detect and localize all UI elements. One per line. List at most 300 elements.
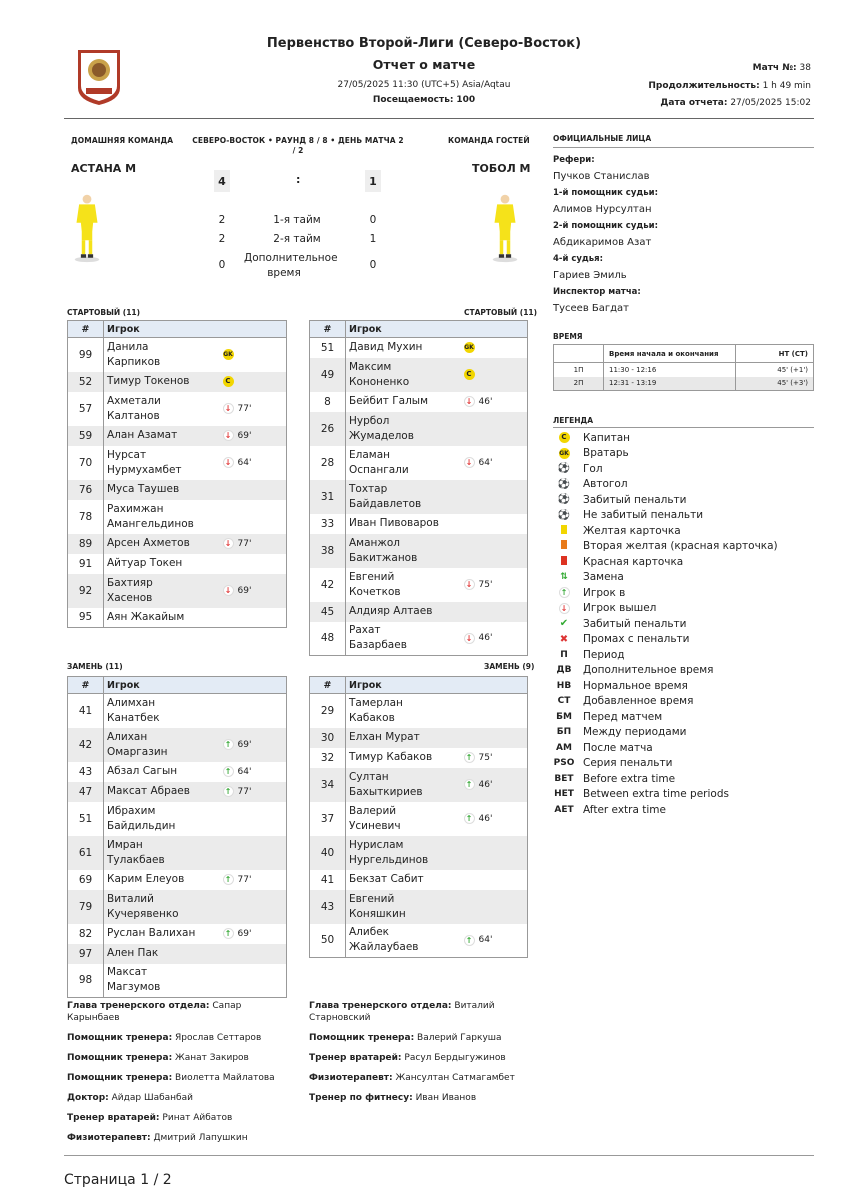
player-in-icon: ↑ <box>223 766 234 777</box>
player-name: Максим Кононенко <box>349 360 410 388</box>
staff-name: Ярослав Сеттаров <box>175 1033 262 1043</box>
player-name: Виталий Кучерявенко <box>107 892 179 920</box>
legend-item <box>553 663 814 679</box>
yellow-card-icon <box>553 525 575 537</box>
player-name: Карим Елеуов <box>107 873 185 885</box>
legend-text: Автогол <box>583 478 628 491</box>
sub-minute: 64' <box>478 457 493 468</box>
official-name: Алимов Нурсултан <box>553 204 652 215</box>
player-in-icon: ↑ <box>223 786 234 797</box>
match-datetime: 27/05/2025 11:30 (UTC+5) Asia/Aqtau <box>337 80 511 90</box>
staff-entry <box>309 1052 524 1064</box>
player-row <box>310 338 528 358</box>
player-name: Ахметали Калтанов <box>107 394 161 422</box>
player-row <box>68 500 287 534</box>
player-name: Елхан Мурат <box>349 731 420 743</box>
player-name: Алимхан Канатбек <box>107 696 160 724</box>
time-col-header: Время начала и окончания <box>604 345 736 363</box>
player-number: 33 <box>310 514 346 534</box>
legend-item <box>553 694 814 710</box>
player-name: Тимур Токенов <box>107 375 190 387</box>
player-name: Тамерлан Кабаков <box>349 696 403 724</box>
goalkeeper-icon: GK <box>559 449 569 457</box>
staff-entry <box>309 1072 524 1084</box>
player-in-icon: ↑ <box>464 752 475 763</box>
legend-item <box>553 802 814 818</box>
player-in-icon: ↑ <box>464 813 475 824</box>
player-number: 98 <box>68 964 104 998</box>
away-kit-icon <box>490 193 520 263</box>
player-name: Абзал Сагын <box>107 765 178 777</box>
legend-text: Замена <box>583 571 624 584</box>
player-name: Евгений Кочетков <box>349 570 401 598</box>
legend-abbrev: БМ <box>556 711 572 722</box>
player-row <box>310 622 528 656</box>
player-number: 8 <box>310 392 346 412</box>
player-name: Максат Магзумов <box>107 966 161 994</box>
home-1h: 2 <box>218 214 226 226</box>
time-row: 2П 12:31 - 13:19 45' (+3') <box>554 377 814 391</box>
away-subs-label: ЗАМЕНЬ (9) <box>484 662 535 671</box>
player-number: 28 <box>310 446 346 480</box>
page-number: Страница 1 / 2 <box>64 1172 172 1188</box>
player-row <box>310 446 528 480</box>
sub-minute: 69' <box>237 430 252 441</box>
sub-minute: 64' <box>478 935 493 946</box>
legend-title: ЛЕГЕНДА <box>553 416 594 425</box>
sub-minute: 69' <box>237 928 252 939</box>
player-name: Евгений Коняшкин <box>349 892 406 920</box>
player-name: Алан Азамат <box>107 429 178 441</box>
captain-icon: C <box>223 376 234 387</box>
player-out-icon: ↓ <box>223 457 234 468</box>
staff-name: Сапар Карынбаев <box>67 1001 242 1023</box>
player-name: Айтуар Токен <box>107 557 183 569</box>
attendance: Посещаемость: 100 <box>372 95 476 105</box>
legend-text: Желтая карточка <box>583 524 681 537</box>
player-name: Руслан Валихан <box>107 927 196 939</box>
captain-icon: C <box>464 369 475 380</box>
legend-text: Between extra time periods <box>583 788 729 801</box>
legend-text: Нормальное время <box>583 679 688 692</box>
away-staff <box>309 1000 524 1112</box>
player-row <box>68 924 287 944</box>
away-starting-label: СТАРТОВЫЙ (11) <box>464 308 538 317</box>
legend-abbrev: BET <box>554 773 574 784</box>
penalty-scored-icon: ⚽ <box>557 494 571 506</box>
staff-entry <box>67 1000 292 1024</box>
player-in-icon: ↑ <box>553 587 575 598</box>
player-row <box>68 392 287 426</box>
second-yellow-icon <box>553 540 575 552</box>
legend-text: После матча <box>583 741 653 754</box>
staff-role: Тренер по фитнесу: <box>309 1093 413 1103</box>
home-team-name: АСТАНА М <box>71 162 137 175</box>
player-row <box>310 514 528 534</box>
official-entry <box>553 155 813 182</box>
staff-role: Глава тренерского отдела: <box>309 1001 452 1011</box>
num-header: # <box>68 677 104 694</box>
staff-role: Помощник тренера: <box>67 1033 173 1043</box>
player-name: Иван Пивоваров <box>349 517 439 529</box>
captain-icon: C <box>553 432 575 443</box>
legend-item <box>553 678 814 694</box>
staff-role: Помощник тренера: <box>309 1033 415 1043</box>
legend-text: Не забитый пенальти <box>583 509 704 522</box>
staff-role: Помощник тренера: <box>67 1053 173 1063</box>
player-out-icon: ↓ <box>553 603 575 614</box>
staff-entry <box>309 1032 524 1044</box>
player-name: Алдияр Алтаев <box>349 605 433 617</box>
legend-item <box>553 632 814 648</box>
official-entry <box>553 254 813 281</box>
legend-item <box>553 508 814 524</box>
staff-name: Виталий Старновский <box>309 1001 495 1023</box>
player-header: Игрок <box>346 677 528 694</box>
legend-item <box>553 446 814 462</box>
official-role: Рефери: <box>553 155 595 165</box>
player-number: 47 <box>68 782 104 802</box>
player-number: 41 <box>310 870 346 890</box>
official-name: Тусеев Багдат <box>553 303 630 314</box>
player-name: Бейбит Галым <box>349 395 429 407</box>
legend-abbrev: БП <box>556 727 572 738</box>
player-name: Султан Бахыткириев <box>349 770 423 798</box>
player-row <box>310 802 528 836</box>
staff-role: Физиотерапевт: <box>309 1073 393 1083</box>
player-row <box>68 608 287 628</box>
home-subs-table <box>67 676 287 998</box>
player-row <box>68 802 287 836</box>
staff-entry <box>309 1000 524 1024</box>
num-header: # <box>310 677 346 694</box>
player-number: 57 <box>68 392 104 426</box>
legend-text: Капитан <box>583 431 630 444</box>
player-row <box>68 944 287 964</box>
home-2h: 2 <box>218 233 226 245</box>
goalkeeper-icon: GK <box>464 344 474 352</box>
staff-name: Валерий Гаркуша <box>417 1033 502 1043</box>
away-subs-table <box>309 676 528 958</box>
player-out-icon: ↓ <box>464 633 475 644</box>
sub-minute: 46' <box>478 633 493 644</box>
staff-role: Тренер вратарей: <box>309 1053 402 1063</box>
home-label: ДОМАШНЯЯ КОМАНДА <box>71 136 174 145</box>
player-number: 78 <box>68 500 104 534</box>
goal-icon: ⚽ <box>557 463 571 475</box>
player-name: Ален Пак <box>107 947 159 959</box>
player-number: 42 <box>68 728 104 762</box>
sub-minute: 69' <box>237 739 252 750</box>
player-row <box>68 554 287 574</box>
sub-minute: 75' <box>478 752 493 763</box>
player-row <box>310 568 528 602</box>
player-number: 99 <box>68 338 104 372</box>
player-name: Бекзат Сабит <box>349 873 424 885</box>
player-out-icon: ↓ <box>223 430 234 441</box>
legend-abbrev: ДВ <box>556 665 572 676</box>
player-name: Тохтар Байдавлетов <box>349 482 422 510</box>
official-name: Гариев Эмиль <box>553 270 627 281</box>
legend-abbrev: HET <box>554 789 574 800</box>
player-name: Рахат Базарбаев <box>349 624 407 652</box>
player-number: 26 <box>310 412 346 446</box>
legend-abbrev: АМ <box>556 742 572 753</box>
player-number: 70 <box>68 446 104 480</box>
player-number: 43 <box>310 890 346 924</box>
player-name: Нурислам Нургельдинов <box>349 838 429 866</box>
legend-abbrev: AET <box>554 804 574 815</box>
sub-minute: 75' <box>478 579 493 590</box>
sub-minute: 77' <box>237 786 252 797</box>
player-number: 49 <box>310 358 346 392</box>
period-et-label: Дополнительное время <box>244 252 338 279</box>
sub-minute: 64' <box>237 457 252 468</box>
round-info: СЕВЕРО-ВОСТОК • РАУНД 8 / 8 • ДЕНЬ МАТЧА 2 / 2 <box>192 136 404 155</box>
report-date: Дата отчета: 27/05/2025 15:02 <box>660 98 811 108</box>
official-entry <box>553 287 813 314</box>
away-et: 0 <box>369 259 377 271</box>
officials-divider <box>553 147 814 148</box>
legend-text: Вторая желтая (красная карточка) <box>583 540 778 553</box>
player-name: Бахтияр Хасенов <box>107 576 153 604</box>
own-goal-icon: ⚽ <box>557 478 571 490</box>
player-row <box>68 480 287 500</box>
player-row <box>310 358 528 392</box>
staff-name: Дмитрий Лапушкин <box>153 1133 248 1143</box>
player-row <box>68 574 287 608</box>
staff-name: Ринат Айбатов <box>162 1113 233 1123</box>
legend-text: Добавленное время <box>583 695 694 708</box>
player-row <box>310 534 528 568</box>
official-role: 4-й судья: <box>553 254 604 264</box>
legend-text: Забитый пенальти <box>583 617 687 630</box>
staff-entry <box>309 1092 524 1104</box>
player-row <box>310 602 528 622</box>
legend-item <box>553 709 814 725</box>
player-out-icon: ↓ <box>464 396 475 407</box>
player-number: 31 <box>310 480 346 514</box>
penalty-missed-icon: ⚽ <box>557 509 571 521</box>
home-staff <box>67 1000 292 1152</box>
official-entry <box>553 188 813 215</box>
player-row <box>68 372 287 392</box>
player-row <box>68 964 287 998</box>
header-divider <box>64 118 814 119</box>
staff-name: Виолетта Майлатова <box>175 1073 275 1083</box>
player-number: 59 <box>68 426 104 446</box>
player-number: 76 <box>68 480 104 500</box>
player-row <box>68 836 287 870</box>
sub-minute: 77' <box>237 403 252 414</box>
legend-item <box>553 430 814 446</box>
away-team-name: ТОБОЛ М <box>472 162 531 175</box>
player-number: 34 <box>310 768 346 802</box>
legend-item <box>553 585 814 601</box>
staff-name: Жансултан Сатмагамбет <box>395 1073 515 1083</box>
player-in-icon: ↑ <box>223 874 234 885</box>
legend-abbrev: НВ <box>556 680 572 691</box>
num-header: # <box>68 321 104 338</box>
away-1h: 0 <box>369 214 377 226</box>
player-in-icon: ↑ <box>223 739 234 750</box>
staff-role: Глава тренерского отдела: <box>67 1001 210 1011</box>
home-starting-table <box>67 320 287 628</box>
staff-entry <box>67 1052 292 1064</box>
staff-name: Айдар Шабанбай <box>111 1093 193 1103</box>
legend-text: After extra time <box>583 803 666 816</box>
player-number: 45 <box>310 602 346 622</box>
legend-text: Игрок вышел <box>583 602 657 615</box>
staff-role: Доктор: <box>67 1093 109 1103</box>
player-row <box>310 890 528 924</box>
player-row <box>68 694 287 728</box>
sub-minute: 46' <box>478 396 493 407</box>
player-number: 50 <box>310 924 346 958</box>
legend-abbrev: СТ <box>557 696 571 707</box>
player-number: 97 <box>68 944 104 964</box>
period-2h-label: 2-я тайм <box>273 233 321 245</box>
legend-text: Вратарь <box>583 447 629 460</box>
staff-name: Расул Бердыгужинов <box>404 1053 506 1063</box>
away-starting-table <box>309 320 528 656</box>
player-row <box>68 782 287 802</box>
legend-text: Красная карточка <box>583 555 684 568</box>
away-label: КОМАНДА ГОСТЕЙ <box>448 136 530 145</box>
legend-abbrev: П <box>560 649 568 660</box>
legend-item <box>553 523 814 539</box>
player-row <box>310 728 528 748</box>
score-separator: : <box>296 173 301 186</box>
player-name: Ибрахим Байдильдин <box>107 804 176 832</box>
official-role: 2-й помощник судьи: <box>553 221 658 231</box>
staff-entry <box>67 1112 292 1124</box>
legend-text: Дополнительное время <box>583 664 714 677</box>
player-number: 89 <box>68 534 104 554</box>
home-subs-label: ЗАМЕНЬ (11) <box>67 662 123 671</box>
player-name: Давид Мухин <box>349 341 423 354</box>
player-row <box>68 426 287 446</box>
staff-entry <box>67 1132 292 1144</box>
player-number: 43 <box>68 762 104 782</box>
legend-text: Забитый пенальти <box>583 493 687 506</box>
home-et: 0 <box>218 259 226 271</box>
player-name: Тимур Кабаков <box>349 751 433 763</box>
player-row <box>68 762 287 782</box>
goalkeeper-icon: GK <box>223 351 233 359</box>
player-row <box>68 338 287 372</box>
player-name: Максат Абраев <box>107 785 190 797</box>
home-kit-icon <box>72 193 102 263</box>
legend-item <box>553 477 814 493</box>
player-out-icon: ↓ <box>223 538 234 549</box>
legend-item <box>553 740 814 756</box>
legend-item <box>553 492 814 508</box>
player-out-icon: ↓ <box>464 579 475 590</box>
legend-item <box>553 616 814 632</box>
player-name: Алибек Жайлаубаев <box>349 926 419 954</box>
player-out-icon: ↓ <box>223 403 234 414</box>
penalty-cross-icon: ✖ <box>559 633 569 645</box>
legend-item <box>553 601 814 617</box>
player-row <box>310 412 528 446</box>
substitution-icon: ⇅ <box>560 572 568 583</box>
match-duration: Продолжительность: 1 h 49 min <box>648 81 811 91</box>
legend-item <box>553 647 814 663</box>
time-table <box>553 344 814 391</box>
player-number: 48 <box>310 622 346 656</box>
staff-name: Иван Иванов <box>415 1093 477 1103</box>
player-row <box>68 728 287 762</box>
player-number: 42 <box>310 568 346 602</box>
official-name: Абдикаримов Азат <box>553 237 652 248</box>
player-header: Игрок <box>104 677 287 694</box>
tournament-title: Первенство Второй-Лиги (Северо-Восток) <box>266 36 582 51</box>
player-number: 95 <box>68 608 104 628</box>
player-number: 41 <box>68 694 104 728</box>
official-role: Инспектор матча: <box>553 287 641 297</box>
home-score: 4 <box>214 170 230 192</box>
legend-text: Before extra time <box>583 772 676 785</box>
player-row <box>310 480 528 514</box>
player-out-icon: ↓ <box>464 457 475 468</box>
official-role: 1-й помощник судьи: <box>553 188 658 198</box>
player-row <box>310 748 528 768</box>
player-row <box>310 924 528 958</box>
sub-minute: 69' <box>237 585 252 596</box>
player-row <box>310 768 528 802</box>
player-number: 51 <box>310 338 346 358</box>
player-row <box>68 890 287 924</box>
player-number: 29 <box>310 694 346 728</box>
player-number: 30 <box>310 728 346 748</box>
legend-item <box>553 539 814 555</box>
away-2h: 1 <box>369 233 377 245</box>
num-header: # <box>310 321 346 338</box>
staff-role: Тренер вратарей: <box>67 1113 160 1123</box>
officials-list <box>553 155 813 320</box>
legend-item <box>553 554 814 570</box>
player-number: 79 <box>68 890 104 924</box>
player-name: Алихан Омаргазин <box>107 730 168 758</box>
time-row: 1П 11:30 - 12:16 45' (+1') <box>554 363 814 377</box>
player-name: Имран Тулакбаев <box>107 838 165 866</box>
player-name: Нурсат Нурмухамбет <box>107 448 182 476</box>
official-name: Пучков Станислав <box>553 171 650 182</box>
player-number: 32 <box>310 748 346 768</box>
time-title: ВРЕМЯ <box>553 332 583 341</box>
player-number: 69 <box>68 870 104 890</box>
player-name: Рахимжан Амангельдинов <box>107 502 194 530</box>
official-entry <box>553 221 813 248</box>
staff-entry <box>67 1092 292 1104</box>
legend-text: Гол <box>583 462 603 475</box>
sub-minute: 46' <box>478 813 493 824</box>
legend-item <box>553 787 814 803</box>
player-name: Еламан Оспангали <box>349 448 409 476</box>
penalty-check-icon: ✔ <box>559 618 569 630</box>
legend-item <box>553 771 814 787</box>
legend-text: Промах с пенальти <box>583 633 690 646</box>
staff-role: Физиотерапевт: <box>67 1133 151 1143</box>
player-name: Валерий Усиневич <box>349 804 401 832</box>
player-number: 82 <box>68 924 104 944</box>
staff-role: Помощник тренера: <box>67 1073 173 1083</box>
player-row <box>68 446 287 480</box>
footer-divider <box>64 1155 814 1156</box>
player-row <box>310 870 528 890</box>
player-name: Данила Карпиков <box>107 340 161 368</box>
